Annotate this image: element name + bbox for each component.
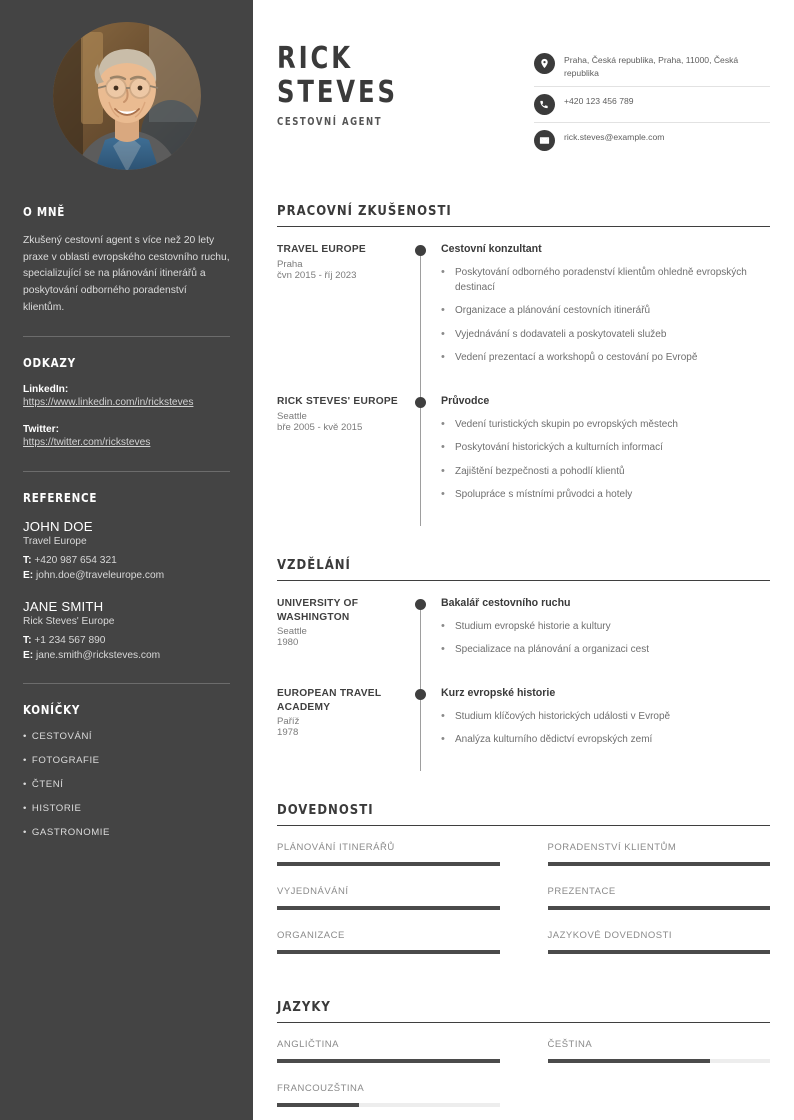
skill-track [277, 950, 500, 954]
link-item [23, 424, 230, 451]
link-label: Twitter: [23, 424, 60, 436]
reference-item [23, 519, 230, 584]
list-item: • Studium evropské historie a kultury [441, 620, 770, 635]
bullet-icon: • [23, 755, 27, 767]
list-item: • Zajištění bezpečnosti a pohodlí klientů [441, 465, 770, 480]
list-item: • Specializace na plánování a organizaci cest [441, 643, 770, 658]
list-item: • Poskytování odborného poradenství klientům ohledně evropských destinací [441, 266, 770, 295]
language-fill [277, 1103, 359, 1107]
references-heading: REFERENCE [23, 489, 98, 505]
reference-name: JANE SMITH [23, 598, 104, 614]
twitter-link[interactable]: https://twitter.com/ricksteves [23, 437, 151, 449]
timeline-dot-icon [415, 245, 426, 256]
language-label: ANGLIČTINA [277, 1038, 340, 1050]
hobby-label: HISTORIE [31, 803, 82, 815]
reference-phone [23, 633, 230, 648]
skill-track [548, 950, 771, 954]
skill-fill [277, 906, 500, 910]
list-item [23, 779, 230, 790]
entry-date: 1980 [277, 637, 299, 649]
language-fill [277, 1059, 500, 1063]
entry-bullets [441, 710, 770, 748]
link-item [23, 384, 230, 411]
experience-entries [277, 227, 770, 532]
entry-title: Průvodce [441, 394, 490, 407]
bullet-icon: • [23, 827, 27, 839]
skill-fill [277, 862, 500, 866]
email-value: jane.smith@ricksteves.com [36, 649, 161, 661]
main-content [253, 0, 794, 1120]
reference-phone [23, 553, 230, 568]
entry-title: Bakalář cestovního ruchu [441, 596, 571, 609]
hobbies-section [23, 702, 230, 838]
entry-bullets [441, 418, 770, 503]
skill-label: PORADENSTVÍ KLIENTŮM [547, 841, 677, 853]
entry-date: čvn 2015 - říj 2023 [277, 270, 357, 282]
reference-org: Travel Europe [23, 535, 87, 547]
entry-city: Praha [277, 259, 303, 271]
last-name: STEVES [277, 74, 398, 110]
email-label: E: [23, 649, 34, 661]
avatar-portrait-icon [53, 22, 201, 170]
bullet-icon: • [23, 731, 27, 743]
entry-bullets [441, 620, 770, 658]
language-item [277, 1083, 500, 1107]
languages-grid [277, 1023, 770, 1120]
skill-item [277, 842, 500, 866]
link-label: LinkedIn: [23, 384, 69, 396]
page-title [277, 42, 398, 109]
entry-org: UNIVERSITY OF WASHINGTON [277, 597, 359, 623]
entry-org: TRAVEL EUROPE [277, 244, 366, 256]
skill-track [548, 906, 771, 910]
skill-label: PREZENTACE [547, 885, 616, 897]
languages-heading: JAZYKY [277, 1000, 770, 1023]
experience-section [277, 204, 770, 532]
experience-heading: PRACOVNÍ ZKUŠENOSTI [277, 204, 770, 227]
entry-detail [437, 395, 770, 532]
about-section [23, 204, 230, 316]
job-role: CESTOVNÍ AGENT [277, 116, 383, 129]
entry-detail [437, 597, 770, 687]
address-text: Praha, Česká republika, Praha, 11000, Česká republika [564, 55, 739, 78]
language-label: FRANCOUZŠTINA [277, 1082, 365, 1094]
skill-label: ORGANIZACE [277, 929, 345, 941]
skill-track [277, 906, 500, 910]
about-text: Zkušený cestovní agent s více než 20 lety praxe v oblasti evropského cestovního ruchu, specializující se na plánování itinerářů a poskytování odborného poradenství klientům. [23, 235, 230, 313]
timeline-rail [415, 597, 437, 687]
timeline-dot-icon [415, 599, 426, 610]
divider [23, 336, 230, 337]
entry-meta [277, 687, 415, 777]
entry-meta [277, 597, 415, 687]
languages-section [277, 1000, 770, 1120]
contact-row-email [534, 123, 770, 158]
education-entries [277, 581, 770, 777]
skill-label: VYJEDNÁVÁNÍ [277, 885, 349, 897]
skill-fill [548, 906, 771, 910]
experience-entry [277, 395, 770, 532]
list-item: • Poskytování historických a kulturních informací [441, 441, 770, 456]
skill-track [277, 862, 500, 866]
skill-track [548, 862, 771, 866]
entry-city: Paříž [277, 716, 300, 728]
list-item: • Spolupráce s místními průvodci a hotely [441, 488, 770, 503]
bullet-icon: • [23, 779, 27, 791]
hobby-label: GASTRONOMIE [31, 827, 110, 839]
entry-title: Kurz evropské historie [441, 686, 556, 699]
reference-item [23, 599, 230, 664]
email-text: rick.steves@example.com [564, 132, 665, 143]
location-pin-icon [534, 53, 555, 74]
education-section [277, 558, 770, 777]
entry-title: Cestovní konzultant [441, 243, 542, 256]
linkedin-link[interactable]: https://www.linkedin.com/in/ricksteves [23, 397, 194, 409]
skill-fill [277, 950, 500, 954]
skills-heading: DOVEDNOSTI [277, 803, 770, 826]
entry-bullets [441, 266, 770, 366]
language-item [548, 1039, 771, 1063]
list-item: • Organizace a plánování cestovních itinerářů [441, 304, 770, 319]
language-fill [548, 1059, 710, 1063]
list-item: • Analýza kulturního dědictví evropských zemí [441, 733, 770, 748]
entry-detail [437, 243, 770, 395]
list-item [23, 755, 230, 766]
hobbies-heading: KONÍČKY [23, 702, 81, 718]
email-label: E: [23, 570, 34, 582]
phone-icon [534, 94, 555, 115]
header [277, 42, 770, 158]
timeline-rail [415, 243, 437, 395]
contact-row-phone [534, 87, 770, 123]
about-heading: O MNĚ [23, 204, 66, 219]
timeline-rail [415, 687, 437, 777]
contact-list [534, 42, 770, 158]
divider [23, 683, 230, 684]
skill-fill [548, 950, 771, 954]
phone-value: +420 987 654 321 [34, 554, 117, 566]
list-item [23, 827, 230, 838]
entry-meta [277, 395, 415, 532]
skill-label: JAZYKOVÉ DOVEDNOSTI [547, 929, 673, 941]
language-label: ČEŠTINA [547, 1038, 593, 1050]
references-section [23, 490, 230, 663]
list-item: • Vyjednávání s dodavateli a poskytovateli služeb [441, 328, 770, 343]
entry-date: bře 2005 - kvě 2015 [277, 421, 363, 433]
skill-item [277, 930, 500, 954]
entry-org: EUROPEAN TRAVEL ACADEMY [277, 687, 382, 713]
language-track [548, 1059, 771, 1063]
skill-item [277, 886, 500, 910]
avatar-wrap [23, 22, 230, 170]
envelope-icon [534, 130, 555, 151]
divider [23, 471, 230, 472]
avatar [53, 22, 201, 170]
education-entry [277, 687, 770, 777]
list-item [23, 731, 230, 742]
phone-text: +420 123 456 789 [564, 96, 634, 107]
entry-city: Seattle [277, 410, 307, 422]
skills-section [277, 803, 770, 974]
experience-entry [277, 243, 770, 395]
entry-city: Seattle [277, 626, 307, 638]
reference-org: Rick Steves' Europe [23, 615, 115, 627]
sidebar [0, 0, 253, 1120]
entry-meta [277, 243, 415, 395]
skill-label: PLÁNOVÁNÍ ITINERÁŘŮ [277, 841, 395, 853]
skills-grid [277, 826, 770, 974]
phone-label: T: [23, 634, 32, 646]
list-item: • Vedení turistických skupin po evropských městech [441, 418, 770, 433]
list-item: • Studium klíčových historických události v Evropě [441, 710, 770, 725]
hobby-label: ČTENÍ [31, 779, 64, 791]
timeline-line [420, 248, 421, 409]
list-item [23, 803, 230, 814]
skill-item [548, 886, 771, 910]
timeline-line [420, 692, 421, 771]
language-track [277, 1103, 500, 1107]
email-value: john.doe@traveleurope.com [36, 570, 165, 582]
links-section [23, 355, 230, 451]
timeline-line [420, 400, 421, 526]
phone-label: T: [23, 554, 32, 566]
hobby-label: CESTOVÁNÍ [31, 731, 93, 743]
links-heading: ODKAZY [23, 355, 76, 371]
entry-org: RICK STEVES' EUROPE [277, 395, 398, 407]
hobby-label: FOTOGRAFIE [31, 755, 100, 767]
education-entry [277, 597, 770, 687]
skill-item [548, 842, 771, 866]
language-track [277, 1059, 500, 1063]
contact-row-address [534, 46, 770, 87]
entry-detail [437, 687, 770, 777]
bullet-icon: • [23, 803, 27, 815]
timeline-dot-icon [415, 689, 426, 700]
first-name: RICK [277, 41, 353, 76]
reference-email [23, 648, 230, 663]
education-heading: VZDĚLÁNÍ [277, 558, 770, 581]
entry-date: 1978 [277, 727, 299, 739]
phone-value: +1 234 567 890 [34, 634, 106, 646]
reference-email [23, 568, 230, 583]
list-item: • Vedení prezentací a workshopů o cestování po Evropě [441, 351, 770, 366]
reference-name: JOHN DOE [23, 518, 93, 534]
skill-item [548, 930, 771, 954]
name-block [277, 42, 411, 128]
timeline-rail [415, 395, 437, 532]
skill-fill [548, 862, 771, 866]
timeline-dot-icon [415, 397, 426, 408]
language-item [277, 1039, 500, 1063]
